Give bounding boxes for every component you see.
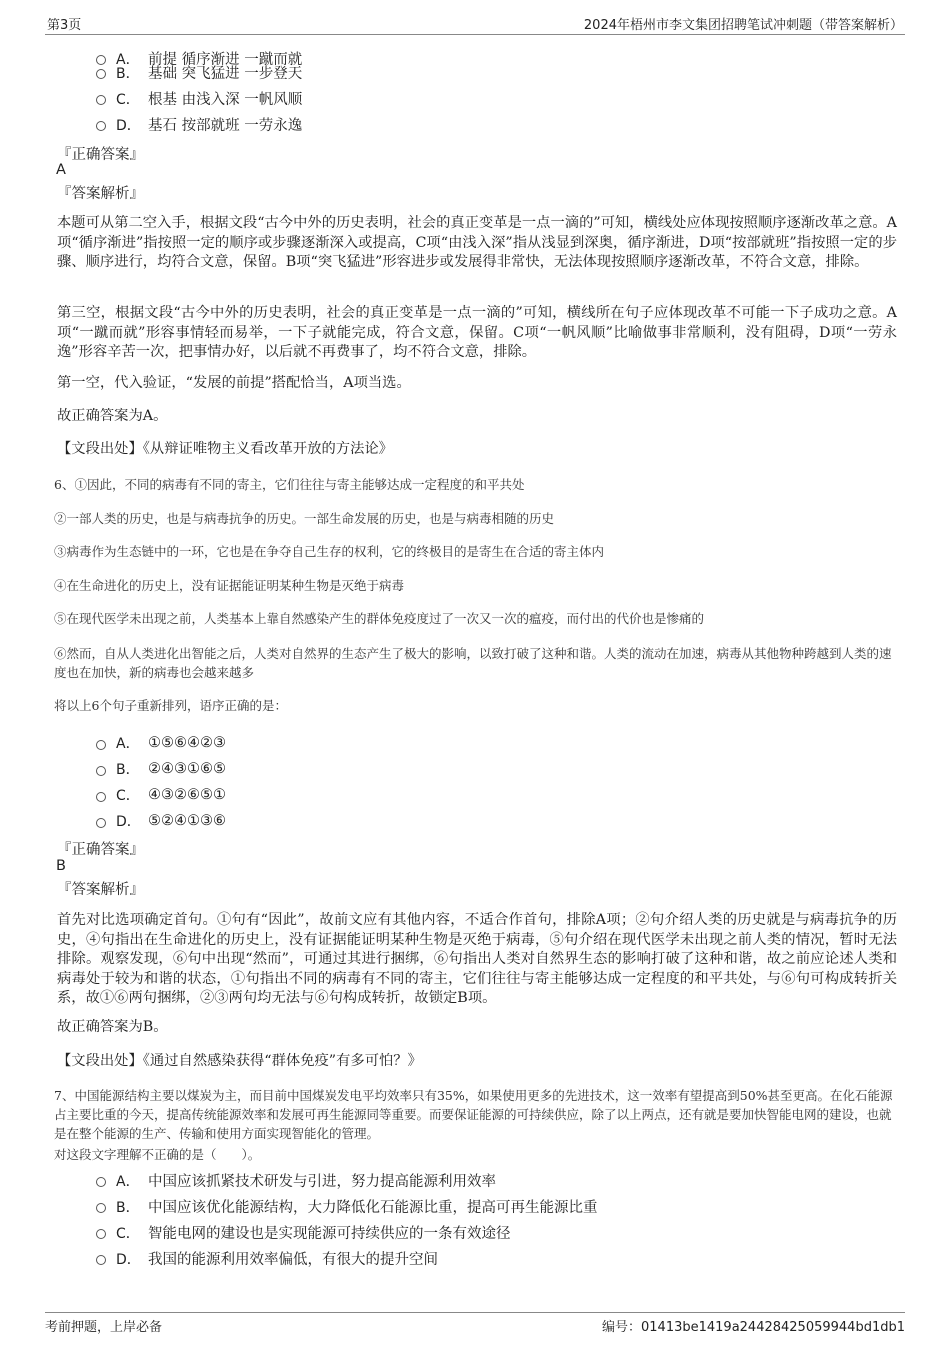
radio-icon[interactable]: [96, 95, 106, 105]
q6-option-a[interactable]: A． ①⑤⑥④②③: [96, 733, 226, 753]
q6-sentence-5: ⑤在现代医学未出现之前，人类基本上靠自然感染产生的群体免疫度过了一次又一次的瘟疫，而付出的代价也是惨痛的: [54, 611, 705, 626]
q5-option-b[interactable]: B． 基础 突飞猛进 一步登天: [96, 62, 302, 83]
q6-sentence-1: 6、①因此，不同的病毒有不同的寄主，它们往往与寄主能够达成一定程度的和平共处: [54, 477, 525, 492]
q6-prompt: 将以上6个句子重新排列，语序正确的是：: [54, 698, 287, 713]
q7-option-a[interactable]: A． 中国应该抓紧技术研发与引进，努力提高能源利用效率: [96, 1170, 496, 1191]
radio-icon[interactable]: [96, 740, 106, 750]
q6-sentence-6: ⑥然而，自从人类进化出智能之后，人类对自然界的生态产生了极大的影响，以致打破了这种和谐。人类的流动在加速，病毒从其他物种跨越到人类的速度也在加快，新的病毒也会越来越多: [54, 646, 892, 680]
q6-analysis-label: 『答案解析』: [57, 882, 144, 898]
q6-sentence-3: ③病毒作为生态链中的一环，它也是在争夺自己生存的权利，它的终极目的是寄生在合适的寄主体内: [54, 544, 605, 559]
q5-answer-label: 『正确答案』: [57, 147, 144, 163]
q5-analysis-3: 第一空，代入验证，“发展的前提”搭配恰当，A项当选。: [57, 375, 411, 391]
q6-sentence-4: ④在生命进化的历史上，没有证据能证明某种生物是灭绝于病毒: [54, 578, 405, 593]
q6-sentence-2: ②一部人类的历史，也是与病毒抗争的历史。一部生命发展的历史，也是与病毒相随的历史: [54, 511, 555, 526]
q5-analysis-4: 故正确答案为A。: [57, 408, 168, 424]
page-header: [45, 12, 905, 35]
radio-icon[interactable]: [96, 766, 106, 776]
q7-prompt: 对这段文字理解不正确的是（ ）。: [54, 1147, 261, 1162]
q6-answer: B: [56, 858, 66, 874]
q5-analysis-label: 『答案解析』: [57, 186, 144, 202]
q5-option-a[interactable]: A． 前提 循序渐进 一蹴而就: [96, 48, 302, 69]
document-title: 2024年梧州市李文集团招聘笔试冲刺题（带答案解析）: [583, 18, 903, 33]
q5-option-c[interactable]: C． 根基 由浅入深 一帆风顺: [96, 88, 302, 109]
q7-option-b[interactable]: B． 中国应该优化能源结构，大力降低化石能源比重，提高可再生能源比重: [96, 1196, 598, 1217]
q7-option-d[interactable]: D． 我国的能源利用效率偏低，有很大的提升空间: [96, 1248, 438, 1269]
footer-slogan: 考前押题，上岸必备: [45, 1320, 163, 1335]
q6-option-b[interactable]: B． ②④③①⑥⑤: [96, 759, 226, 779]
radio-icon[interactable]: [96, 818, 106, 828]
q6-analysis-2: 故正确答案为B。: [57, 1019, 168, 1035]
radio-icon[interactable]: [96, 69, 106, 79]
radio-icon[interactable]: [96, 792, 106, 802]
q7-option-c[interactable]: C． 智能电网的建设也是实现能源可持续供应的一条有效途径: [96, 1222, 511, 1243]
q6-answer-label: 『正确答案』: [57, 842, 144, 858]
radio-icon[interactable]: [96, 1229, 106, 1239]
q6-analysis-1: 首先对比选项确定首句。①句有“因此”，故前文应有其他内容，不适合作首句，排除A项；②句介绍人类的历史就是与病毒抗争的历史，④句指出在生命进化的历史上，没有证据能证明某种生物是灭绝于病毒，⑤句介绍在现代医学未出现之前人类的情况，暂时无法排除。观察发现，⑥句中出现“然而”，可通过其进行捆绑，⑥句指出人类对自然界生态的影响打破了这种和谐，故之前应论述人类和病毒处于较为和谐的状态，①句指出不同的病毒有不同的寄主，它们往往与寄主能够达成一定程度的和平共处，与⑥句可构成转折关系，故①⑥两句捆绑，②③两句均无法与⑥句构成转折，故锁定B项。: [57, 912, 897, 1006]
radio-icon[interactable]: [96, 1255, 106, 1265]
radio-icon[interactable]: [96, 1203, 106, 1213]
q5-source: 【文段出处】《从辩证唯物主义看改革开放的方法论》: [57, 441, 393, 457]
q5-option-d[interactable]: D． 基石 按部就班 一劳永逸: [96, 114, 302, 135]
q7-stem: 7、中国能源结构主要以煤炭为主，而目前中国煤炭发电平均效率只有35%，如果使用更多的先进技术，这一效率有望提高到50%甚至更高。在化石能源占主要比重的今天，提高传统能源效率和发展可再生能源同等重要。而要保证能源的可持续供应，除了以上两点，还有就是要加快智能电网的建设，也就是在整个能源的生产、传输和使用方面实现智能化的管理。: [54, 1088, 893, 1141]
q6-option-d[interactable]: D． ⑤②④①③⑥: [96, 811, 226, 831]
q6-source: 【文段出处】《通过自然感染获得“群体免疫”有多可怕？》: [57, 1053, 422, 1069]
page-footer: [45, 1312, 905, 1335]
document-id: 编号：01413be1419a24428425059944bd1db1: [602, 1320, 905, 1335]
radio-icon[interactable]: [96, 121, 106, 131]
q5-analysis-2: 第三空，根据文段“古今中外的历史表明，社会的真正变革是一点一滴的”可知，横线所在句子应体现改革不可能一下子成功之意。A项“一蹴而就”形容事情轻而易举，一下子就能完成，符合文意，保留。C项“一帆风顺”比喻做事非常顺利，没有阻碍，D项“一劳永逸”形容辛苦一次，把事情办好，以后就不再费事了，均不符合文意，排除。: [57, 305, 897, 360]
q5-analysis-1: 本题可从第二空入手，根据文段“古今中外的历史表明，社会的真正变革是一点一滴的”可知，横线处应体现按照顺序逐渐改革之意。A项“循序渐进”指按照一定的顺序或步骤逐渐深入或提高，C项“由浅入深”指从浅显到深奥，循序渐进，D项“按部就班”指按照一定的步骤、顺序进行，均符合文意，保留。B项“突飞猛进”形容进步或发展得非常快，无法体现按照顺序逐渐改革，不符合文意，排除。: [57, 215, 897, 270]
q6-option-c[interactable]: C． ④③②⑥⑤①: [96, 785, 226, 805]
q5-answer: A: [56, 162, 66, 178]
page-number: 第3页: [47, 18, 82, 33]
radio-icon[interactable]: [96, 1177, 106, 1187]
